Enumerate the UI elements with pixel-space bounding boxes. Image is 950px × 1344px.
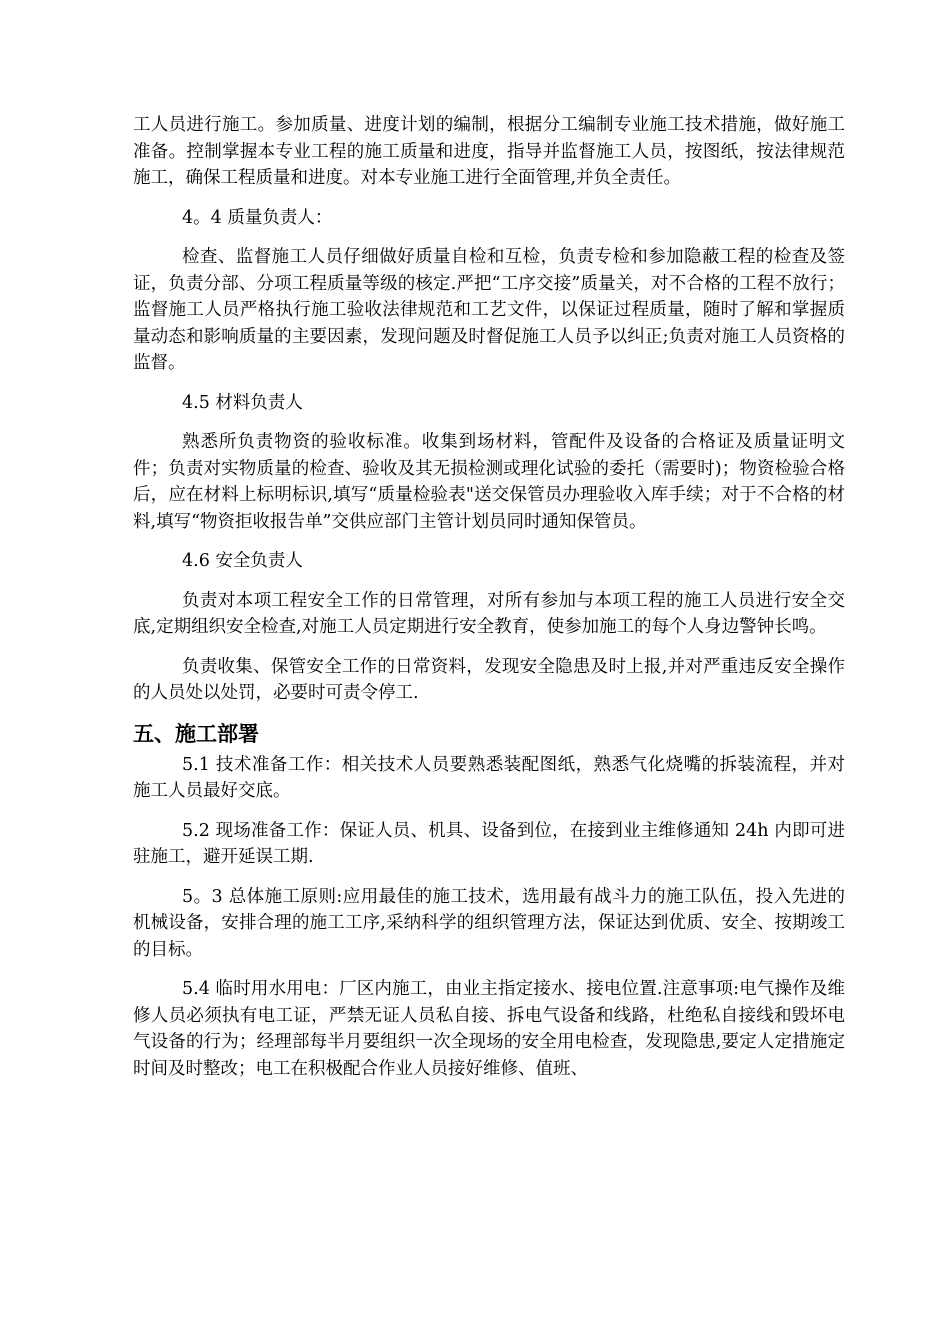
paragraph-safety-duties-2: 负责收集、保管安全工作的日常资料，发现安全隐患及时上报,并对严重违反安全操作的人员处以处罚，必要时可责令停工.	[133, 656, 845, 703]
paragraph-safety-duties-1: 负责对本项工程安全工作的日常管理，对所有参加与本项工程的施工人员进行安全交底,定期组织安全检查,对施工人员定期进行安全教育，使参加施工的每个人身边警钟长鸣。	[133, 590, 845, 637]
paragraph-quality-duties: 检查、监督施工人员仔细做好质量自检和互检，负责专检和参加隐蔽工程的检查及签证，负责分部、分项工程质量等级的核定.严把“工序交接”质量关，对不合格的工程不放行；监督施工人员严格执行施工验收法律规范和工艺文件，以保证过程质量，随时了解和掌握质量动态和影响质量的主要因素，发现问题及时督促施工人员予以纠正;负责对施工人员资格的监督。	[133, 247, 845, 373]
document-body	[133, 112, 845, 1095]
paragraph-continuation: 工人员进行施工。参加质量、进度计划的编制，根据分工编制专业施工技术措施，做好施工准备。控制掌握本专业工程的施工质量和进度，指导并监督施工人员，按图纸，按法律规范施工，确保工程质量和进度。对本专业施工进行全面管理,并负全责任。	[133, 115, 845, 188]
subheading-material-manager: 4.5 材料负责人	[182, 392, 303, 413]
section-heading-construction-deployment: 五、施工部署	[133, 721, 259, 746]
paragraph-site-preparation: 5.2 现场准备工作：保证人员、机具、设备到位，在接到业主维修通知 24h 内即可进驻施工，避开延误工期.	[133, 820, 845, 867]
paragraph-technical-preparation: 5.1 技术准备工作：相关技术人员要熟悉装配图纸，熟悉气化烧嘴的拆装流程，并对施工人员最好交底。	[133, 754, 845, 801]
paragraph-material-duties: 熟悉所负责物资的验收标准。收集到场材料，管配件及设备的合格证及质量证明文件；负责对实物质量的检查、验收及其无损检测或理化试验的委托（需要时)；物资检验合格后，应在材料上标明标识,填写“质量检验表"送交保管员办理验收入库手续；对于不合格的材料,填写“物资拒收报告单”交供应部门主管计划员同时通知保管员。	[133, 432, 845, 532]
paragraph-general-principles: 5。3 总体施工原则:应用最佳的施工技术，选用最有战斗力的施工队伍，投入先进的机械设备，安排合理的施工工序,采纳科学的组织管理方法，保证达到优质、安全、按期竣工的目标。	[133, 886, 845, 960]
subheading-safety-manager: 4.6 安全负责人	[182, 551, 303, 571]
subheading-quality-manager: 4。4 质量负责人：	[182, 207, 333, 228]
paragraph-temporary-water-power: 5.4 临时用水用电：厂区内施工，由业主指定接水、接电位置.注意事项:电气操作及维修人员必须执有电工证，严禁无证人员私自接、拆电气设备和线路，杜绝私自接线和毁坏电气设备的行为；经理部每半月要组织一次全现场的安全用电检查，发现隐患,要定人定措施定时间及时整改；电工在积极配合作业人员接好维修、值班、	[133, 979, 845, 1079]
